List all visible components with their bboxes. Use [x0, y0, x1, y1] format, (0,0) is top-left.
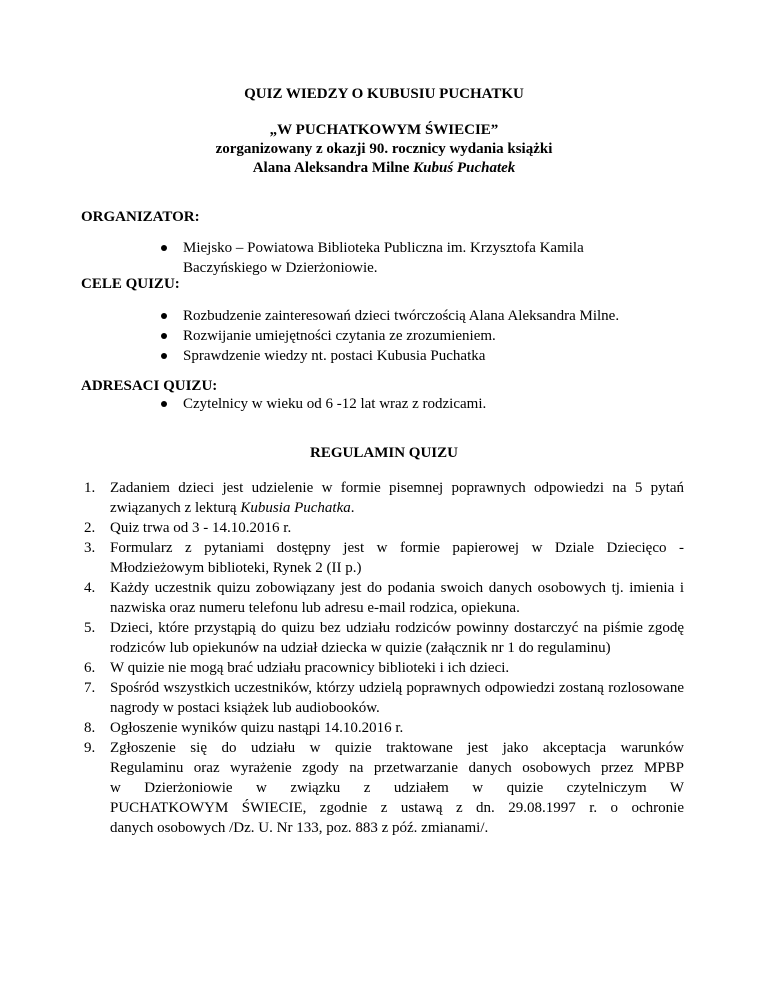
rule-item-4 — [84, 578, 684, 618]
rule-item-7 — [84, 678, 684, 718]
rule-number: 9. — [84, 740, 96, 756]
organizer-line-1: Miejsko – Powiatowa Biblioteka Publiczna im. Krzysztofa Kamila — [183, 240, 584, 256]
rule-9-line-2: Regulaminu oraz wyrażenie zgody na przetwarzanie danych osobowych przez MPBP — [110, 760, 684, 776]
rule-item-1 — [84, 478, 684, 518]
book-title: Kubuś Puchatek — [413, 160, 516, 176]
occasion-line: zorganizowany z okazji 90. rocznicy wydania książki — [215, 141, 553, 157]
rule-item-6 — [84, 658, 684, 678]
rule-italic-title: Kubusia Puchatka — [240, 500, 351, 516]
rule-text: Każdy uczestnik quizu zobowiązany jest do podania swoich danych osobowych tj. imienia i nazwiska oraz numeru telefonu lub adresu e-mail rodzica, opiekuna. — [110, 580, 684, 616]
rule-text: Dzieci, które przystąpią do quizu bez udziału rodziców powinny dostarczyć na piśmie zgodę rodziców lub opiekunów na udział dziecka w quizie (załącznik nr 1 do regulaminu) — [110, 620, 684, 656]
audience-item: Czytelnicy w wieku od 6 -12 lat wraz z rodzicami. — [159, 394, 679, 414]
rule-text: W quizie nie mogą brać udziału pracownicy biblioteki i ich dzieci. — [110, 660, 510, 676]
organizer-list — [159, 238, 679, 278]
rule-text: Zadaniem dzieci jest udzielenie w formie pisemnej poprawnych odpowiedzi na 5 pytań związanych z lekturą — [110, 480, 684, 516]
goal-item-2: Rozwijanie umiejętności czytania ze zrozumieniem. — [159, 326, 699, 346]
rule-9-line-1: Zgłoszenie się do udziału w quizie traktowane jest jako akceptacja warunków — [110, 740, 684, 756]
rule-number: 6. — [84, 660, 96, 676]
regulations-heading: REGULAMIN QUIZU — [310, 445, 458, 461]
author-line — [0, 158, 768, 178]
rule-number: 8. — [84, 720, 96, 736]
goal-item-3: Sprawdzenie wiedzy nt. postaci Kubusia Puchatka — [159, 346, 699, 366]
rule-number: 2. — [84, 520, 96, 536]
rule-number: 7. — [84, 680, 96, 696]
rule-number: 5. — [84, 620, 96, 636]
rule-item-8 — [84, 718, 684, 738]
goals-list — [159, 306, 699, 366]
rule-9-line-5: danych osobowych /Dz. U. Nr 133, poz. 883 z póź. zmianami/. — [110, 820, 489, 836]
document-title: QUIZ WIEDZY O KUBUSIU PUCHATKU — [244, 86, 524, 102]
rule-item-2 — [84, 518, 684, 538]
audience-list — [159, 394, 679, 414]
goals-heading: CELE QUIZU: — [81, 276, 180, 292]
rule-number: 1. — [84, 480, 96, 496]
rule-text-end: . — [350, 500, 355, 516]
rule-item-3 — [84, 538, 684, 578]
rule-number: 3. — [84, 540, 96, 556]
rule-9-line-4: PUCHATKOWYM ŚWIECIE, zgodnie z ustawą z dn. 29.08.1997 r. o ochronie — [110, 800, 684, 816]
goal-item-1: Rozbudzenie zainteresowań dzieci twórczością Alana Aleksandra Milne. — [159, 306, 699, 326]
rule-item-9 — [84, 738, 684, 838]
rule-9-line-3: w Dzierżoniowie w związku z udziałem w quizie czytelniczym W — [110, 780, 684, 796]
regulations-list — [84, 478, 684, 838]
rule-text: Formularz z pytaniami dostępny jest w formie papierowej w Dziale Dziecięco - Młodzieżowym biblioteki, Rynek 2 (II p.) — [110, 540, 684, 576]
audience-heading: ADRESACI QUIZU: — [81, 378, 218, 394]
author-name: Alana Aleksandra Milne — [252, 160, 414, 176]
rule-item-5 — [84, 618, 684, 658]
organizer-heading: ORGANIZATOR: — [81, 209, 200, 225]
organizer-line-2: Baczyńskiego w Dzierżoniowie. — [183, 260, 378, 276]
rule-number: 4. — [84, 580, 96, 596]
rule-text: Quiz trwa od 3 - 14.10.2016 r. — [110, 520, 292, 536]
quiz-subtitle: „W PUCHATKOWYM ŚWIECIE” — [269, 122, 499, 138]
rule-text: Spośród wszystkich uczestników, którzy udzielą poprawnych odpowiedzi zostaną rozlosowane nagrody w postaci książek lub audiobooków. — [110, 680, 684, 716]
rule-text: Ogłoszenie wyników quizu nastąpi 14.10.2016 r. — [110, 720, 404, 736]
organizer-item — [159, 238, 679, 278]
